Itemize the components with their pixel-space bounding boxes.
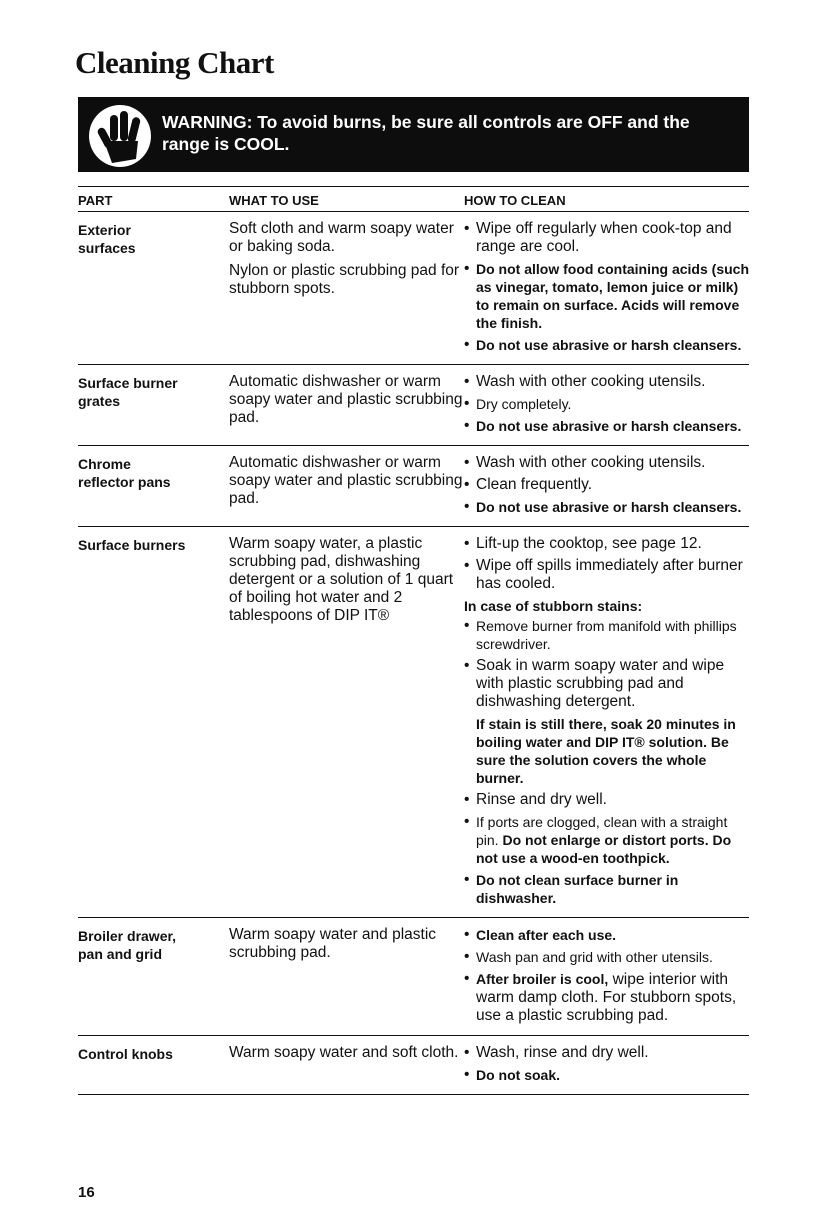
how-cell [464,212,749,364]
part-cell: Exterior surfaces [78,222,136,256]
what-cell: Soft cloth and warm soapy water or baking soda. Nylon or plastic scrubbing pad for stubborn spots. [229,220,460,297]
table-header [78,186,749,212]
page-title: Cleaning Chart [75,45,274,80]
part-cell: Control knobs [78,1046,173,1062]
list-item: • Lift-up the cooktop, see page 12. [464,535,702,552]
stain-note: If stain is still there, soak 20 minutes in boiling water and DIP IT® solution. Be sure the solution covers the whole burner. [476,716,736,786]
list-item: • Do not use abrasive or harsh cleansers. [464,336,742,353]
list-item: • Dry completely. [464,395,572,412]
part-cell: Surface burner grates [78,375,178,409]
list-item: • Do not allow food containing acids (such as vinegar, tomato, lemon juice or milk) to remain on surface. Acids will remove the finish. [464,260,749,331]
list-item: • Wash with other cooking utensils. [464,373,706,390]
header-part: PART [78,193,113,208]
part-cell: Chrome reflector pans [78,456,171,490]
stubborn-stains-heading: In case of stubborn stains: [464,598,643,614]
what-cell: Automatic dishwasher or warm soapy water and plastic scrubbing pad. [229,454,463,507]
page-number: 16 [78,1184,95,1201]
warning-text: WARNING: To avoid burns, be sure all controls are OFF and the range is COOL. [162,112,690,154]
list-item: • Clean after each use. [464,926,617,943]
cleaning-table [78,186,749,1095]
hand-icon [86,103,158,169]
header-how: HOW TO CLEAN [464,193,566,208]
header-what: WHAT TO USE [229,193,319,208]
table-row [78,365,749,446]
list-item: • Rinse and dry well. [464,791,607,808]
how-cell [464,446,749,526]
warning-banner [78,97,749,172]
how-cell [464,1036,749,1094]
list-item: • If ports are clogged, clean with a straight pin. Do not enlarge or distort ports. Do not use a wood-en toothpick. [464,813,732,866]
table-row [78,1036,749,1095]
list-item: • Wash with other cooking utensils. [464,454,706,471]
list-item: • Do not use abrasive or harsh cleansers. [464,417,742,434]
what-cell: Warm soapy water and plastic scrubbing pad. [229,926,437,961]
list-item: • Do not clean surface burner in dishwasher. [464,871,679,906]
how-cell [464,527,749,917]
list-item: • Do not use abrasive or harsh cleansers. [464,498,742,515]
table-row [78,212,749,365]
what-cell: Automatic dishwasher or warm soapy water and plastic scrubbing pad. [229,373,463,426]
part-cell: Broiler drawer, pan and grid [78,928,177,962]
list-item: • Remove burner from manifold with phillips screwdriver. [464,617,737,652]
table-row [78,446,749,527]
part-cell: Surface burners [78,537,186,553]
list-item: • Wash pan and grid with other utensils. [464,948,713,965]
list-item: • After broiler is cool, wipe interior with warm damp cloth. For stubborn spots, use a plastic scrubbing pad. [464,970,737,1024]
what-cell: Warm soapy water, a plastic scrubbing pad, dishwashing detergent or a solution of 1 quart of boiling hot water and 2 tablespoons of DIP IT® [229,535,454,624]
list-item: • Soak in warm soapy water and wipe with plastic scrubbing pad and dishwashing detergent. [464,657,725,710]
table-row [78,527,749,918]
list-item: • Wipe off spills immediately after burner has cooled. [464,557,743,592]
table-row [78,918,749,1036]
how-cell [464,918,749,1035]
how-cell [464,365,749,445]
list-item: • Do not soak. [464,1066,561,1083]
what-cell: Warm soapy water and soft cloth. [229,1044,459,1061]
list-item: • Wash, rinse and dry well. [464,1044,649,1061]
list-item: • Clean frequently. [464,476,593,493]
list-item: • Wipe off regularly when cook-top and range are cool. [464,220,732,255]
